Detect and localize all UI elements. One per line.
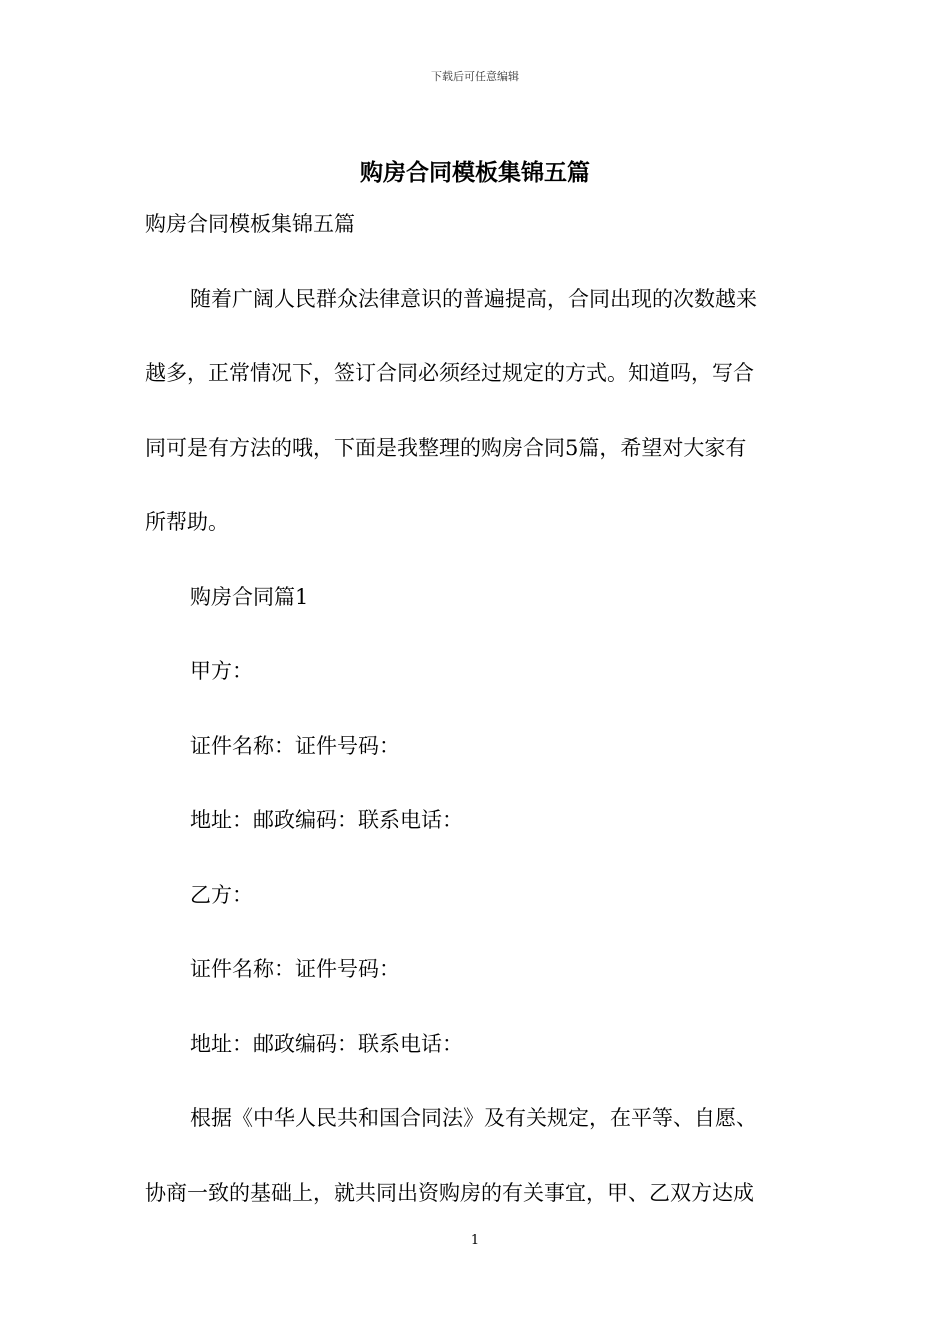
header-note: 下载后可任意编辑 [431, 70, 519, 83]
document-body [145, 210, 807, 1253]
paragraph-line: 同可是有方法的哦，下面是我整理的购房合同5篇，希望对大家有 [145, 435, 747, 460]
page-number: 1 [470, 1233, 480, 1248]
party-a-label: 甲方： [190, 659, 253, 683]
party-a-address-line: 地址：邮政编码：联系电话： [190, 808, 463, 832]
paragraph-line: 根据《中华人民共和国合同法》及有关规定，在平等、自愿、 [190, 1106, 757, 1130]
party-b-label: 乙方： [190, 882, 253, 907]
party-a-id-line: 证件名称：证件号码： [190, 733, 400, 758]
subtitle-line: 购房合同模板集锦五篇 [145, 212, 355, 236]
party-b-address-line: 地址：邮政编码：联系电话： [190, 1031, 463, 1056]
document-title: 购房合同模板集锦五篇 [360, 159, 590, 186]
paragraph-line: 随着广阔人民群众法律意识的普遍提高，合同出现的次数越来 [190, 286, 757, 311]
paragraph-line: 协商一致的基础上，就共同出资购房的有关事宜，甲、乙双方达成 [145, 1180, 754, 1205]
party-b-id-line: 证件名称：证件号码： [190, 957, 400, 981]
paragraph-line: 所帮助。 [145, 510, 229, 534]
paragraph-line: 越多，正常情况下，签订合同必须经过规定的方式。知道吗，写合 [145, 361, 754, 385]
section-heading: 购房合同篇1 [190, 584, 309, 609]
